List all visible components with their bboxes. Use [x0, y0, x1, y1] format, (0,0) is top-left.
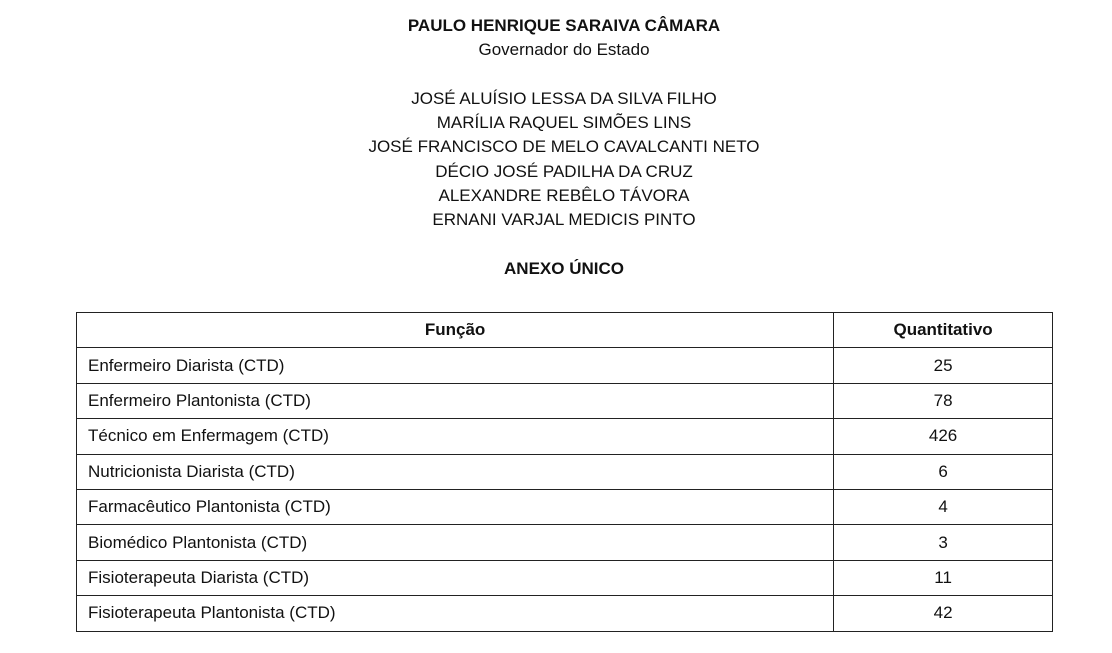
- table-row: [77, 525, 1053, 560]
- table-row: [77, 348, 1053, 383]
- secretary-name: MARÍLIA RAQUEL SIMÕES LINS: [436, 113, 692, 133]
- table-row: [77, 596, 1053, 631]
- document-header: [0, 14, 1112, 281]
- secretary-name: JOSÉ ALUÍSIO LESSA DA SILVA FILHO: [411, 89, 717, 108]
- governor-title: Governador do Estado: [478, 40, 650, 59]
- table-row: [77, 454, 1053, 489]
- cell-quantitativo: 4: [834, 489, 1053, 524]
- table-row: [77, 383, 1053, 418]
- cell-funcao: Técnico em Enfermagem (CTD): [77, 419, 834, 454]
- secretary-name: JOSÉ FRANCISCO DE MELO CAVALCANTI NETO: [368, 137, 760, 157]
- cell-quantitativo: 42: [834, 596, 1053, 631]
- annex-table: [76, 312, 1053, 632]
- cell-funcao: Enfermeiro Plantonista (CTD): [77, 383, 834, 418]
- cell-funcao: Farmacêutico Plantonista (CTD): [77, 489, 834, 524]
- cell-funcao: Biomédico Plantonista (CTD): [77, 525, 834, 560]
- cell-quantitativo: 426: [834, 419, 1053, 454]
- cell-quantitativo: 25: [834, 348, 1053, 383]
- cell-quantitativo: 11: [834, 560, 1053, 595]
- secretary-name: ALEXANDRE REBÊLO TÁVORA: [438, 185, 690, 205]
- cell-quantitativo: 6: [834, 454, 1053, 489]
- annex-title: ANEXO ÚNICO: [504, 259, 624, 279]
- cell-quantitativo: 3: [834, 525, 1053, 560]
- cell-funcao: Nutricionista Diarista (CTD): [77, 454, 834, 489]
- cell-quantitativo: 78: [834, 383, 1053, 418]
- secretary-name: ERNANI VARJAL MEDICIS PINTO: [432, 210, 696, 230]
- cell-funcao: Fisioterapeuta Plantonista (CTD): [77, 596, 834, 631]
- cell-funcao: Fisioterapeuta Diarista (CTD): [77, 560, 834, 595]
- table-row: [77, 560, 1053, 595]
- cell-funcao: Enfermeiro Diarista (CTD): [77, 348, 834, 383]
- secretary-name: DÉCIO JOSÉ PADILHA DA CRUZ: [435, 161, 693, 181]
- column-header-quantitativo: Quantitativo: [834, 313, 1053, 348]
- governor-name: PAULO HENRIQUE SARAIVA CÂMARA: [407, 16, 721, 35]
- secretaries-list: [0, 87, 1112, 232]
- table-header-row: [77, 313, 1053, 348]
- column-header-funcao: Função: [77, 313, 834, 348]
- table-row: [77, 419, 1053, 454]
- table-row: [77, 489, 1053, 524]
